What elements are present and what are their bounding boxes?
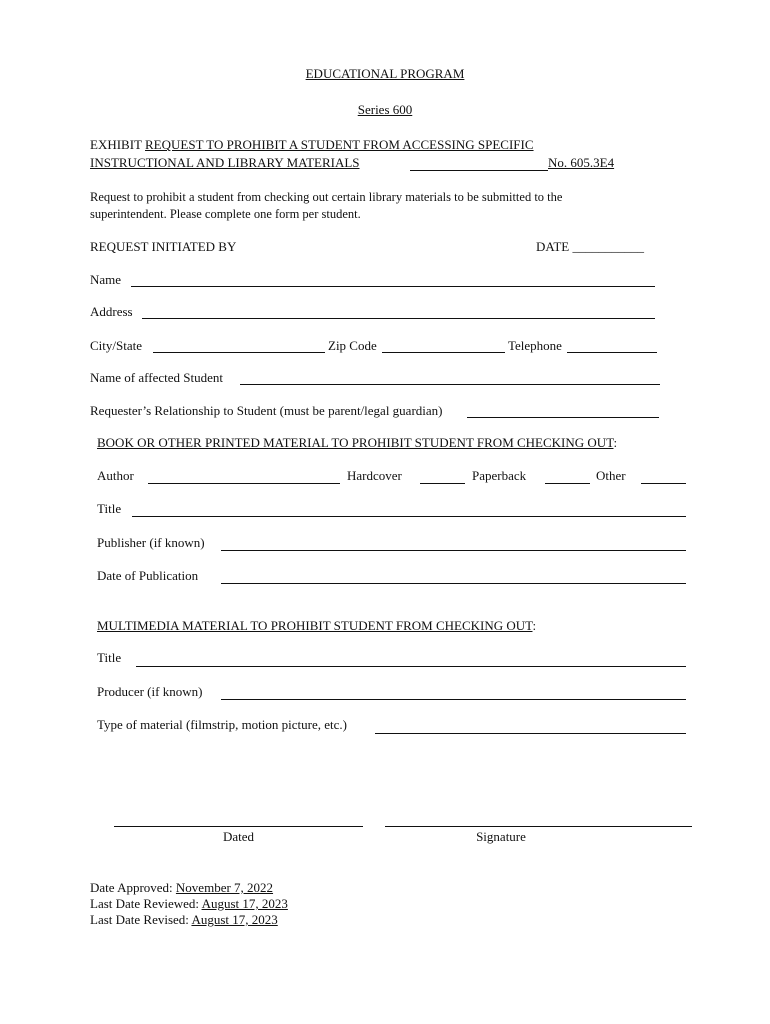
date-approved <box>90 880 273 896</box>
multimedia-heading-colon: : <box>532 618 537 633</box>
request-initiated-label: REQUEST INITIATED BY <box>90 239 237 254</box>
material-type-label: Type of material (filmstrip, motion picture, etc.) <box>97 717 347 732</box>
publication-date-label: Date of Publication <box>97 568 199 583</box>
other-label: Other <box>596 468 626 483</box>
date-reviewed <box>90 896 288 912</box>
city-state-field[interactable] <box>153 352 325 353</box>
publisher-field[interactable] <box>221 550 686 551</box>
multimedia-title-label: Title <box>97 650 122 665</box>
exhibit-title-line1 <box>90 137 534 153</box>
exhibit-title-line2: INSTRUCTIONAL AND LIBRARY MATERIALS <box>90 155 360 170</box>
book-title-field[interactable] <box>132 516 686 517</box>
author-label: Author <box>97 468 134 483</box>
hardcover-field[interactable] <box>420 483 465 484</box>
book-heading-text: BOOK OR OTHER PRINTED MATERIAL TO PROHIBIT STUDENT FROM CHECKING OUT <box>97 435 614 450</box>
date-approved-value: November 7, 2022 <box>175 880 274 895</box>
multimedia-section-heading <box>97 618 536 634</box>
paperback-field[interactable] <box>545 483 590 484</box>
producer-label: Producer (if known) <box>97 684 203 699</box>
telephone-field[interactable] <box>567 352 657 353</box>
signature-label: Signature <box>476 829 526 844</box>
producer-field[interactable] <box>221 699 686 700</box>
exhibit-prefix: EXHIBIT <box>90 137 146 152</box>
zip-code-field[interactable] <box>382 352 505 353</box>
date-label: DATE ___________ <box>536 239 644 254</box>
address-label: Address <box>90 304 133 319</box>
dated-field[interactable] <box>114 826 363 827</box>
address-field[interactable] <box>142 318 655 319</box>
title-underline-gap <box>410 170 548 171</box>
program-title: EDUCATIONAL PROGRAM <box>305 66 465 81</box>
date-revised-value: August 17, 2023 <box>191 912 278 927</box>
series-label: Series 600 <box>357 102 413 117</box>
signature-field[interactable] <box>385 826 692 827</box>
date-approved-label: Date Approved: <box>90 880 176 895</box>
relationship-label: Requester’s Relationship to Student (must be parent/legal guardian) <box>90 403 443 418</box>
hardcover-label: Hardcover <box>347 468 402 483</box>
date-reviewed-label: Last Date Reviewed: <box>90 896 202 911</box>
author-field[interactable] <box>148 483 340 484</box>
publication-date-field[interactable] <box>221 583 686 584</box>
affected-student-label: Name of affected Student <box>90 370 223 385</box>
multimedia-heading-text: MULTIMEDIA MATERIAL TO PROHIBIT STUDENT FROM CHECKING OUT <box>97 618 533 633</box>
intro-line-2: superintendent. Please complete one form per student. <box>90 207 361 221</box>
multimedia-title-field[interactable] <box>136 666 686 667</box>
other-field[interactable] <box>641 483 686 484</box>
affected-student-field[interactable] <box>240 384 660 385</box>
relationship-field[interactable] <box>467 417 659 418</box>
paperback-label: Paperback <box>472 468 527 483</box>
date-reviewed-value: August 17, 2023 <box>201 896 288 911</box>
book-heading-colon: : <box>613 435 618 450</box>
intro-line-1: Request to prohibit a student from checking out certain library materials to be submitted to the <box>90 190 563 204</box>
name-label: Name <box>90 272 122 287</box>
exhibit-title-text-1: REQUEST TO PROHIBIT A STUDENT FROM ACCESSING SPECIFIC <box>145 137 534 152</box>
date-revised <box>90 912 278 928</box>
name-field[interactable] <box>131 286 655 287</box>
material-type-field[interactable] <box>375 733 686 734</box>
zip-code-label: Zip Code <box>328 338 377 353</box>
telephone-label: Telephone <box>508 338 562 353</box>
book-title-label: Title <box>97 501 122 516</box>
publisher-label: Publisher (if known) <box>97 535 205 550</box>
exhibit-number: No. 605.3E4 <box>548 155 615 170</box>
city-state-label: City/State <box>90 338 142 353</box>
dated-label: Dated <box>222 829 255 844</box>
book-section-heading <box>97 435 617 451</box>
date-revised-label: Last Date Revised: <box>90 912 192 927</box>
